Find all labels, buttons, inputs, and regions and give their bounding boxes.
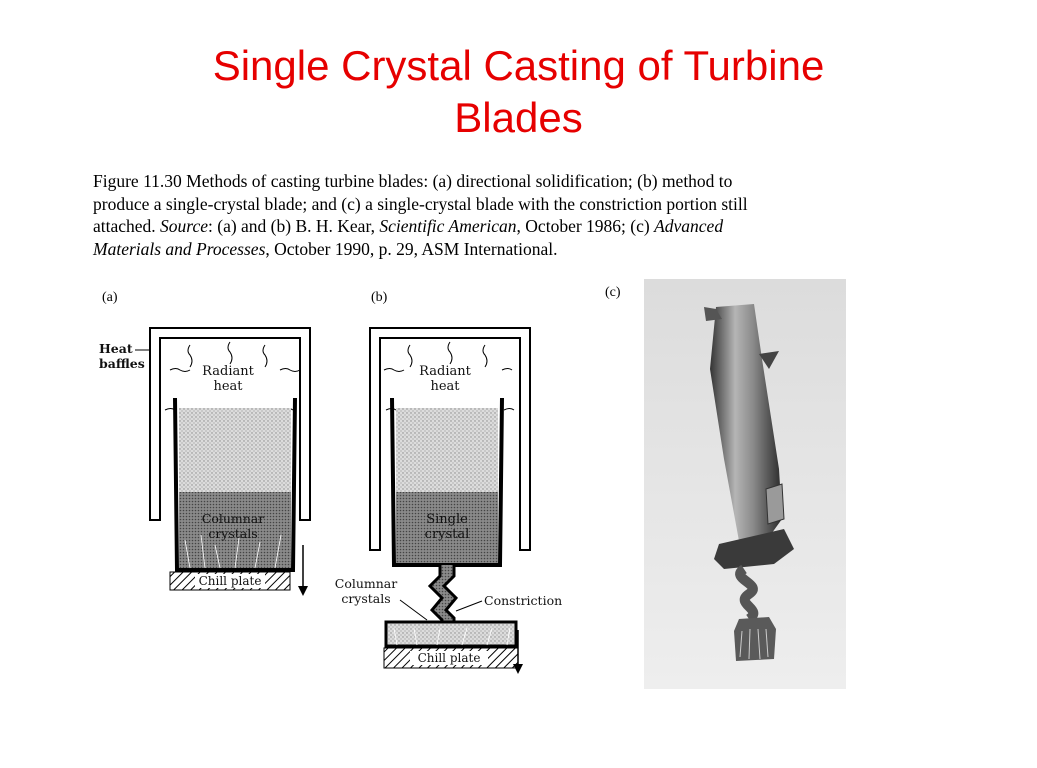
columnar-crystals-label: crystals [341,591,391,606]
chill-plate-label: Chill plate [417,651,481,665]
figure-b-label: (b) [371,290,388,305]
caption-journal: Scientific American [379,216,517,236]
figure-c-label: (c) [605,285,621,300]
caption-line-1: Figure 11.30 Methods of casting turbine blades: (a) directional solidification; (b) method to [93,171,733,191]
caption-text: , October 1990, p. 29, ASM International. [265,238,558,259]
radiant-heat-label: heat [213,379,243,394]
columnar-crystals-label: Columnar [201,511,265,526]
chill-plate-label: Chill plate [198,574,262,588]
heat-baffles-label: Heat [99,341,133,356]
caption-journal: Materials and Processes [93,238,266,259]
caption-text: , October 1986; (c) [516,216,655,236]
figure-caption [93,170,923,260]
single-crystal-label: crystal [424,527,470,542]
caption-text: : (a) and (b) B. H. Kear, [208,216,380,236]
constriction [430,565,456,622]
caption-line-3 [93,215,923,238]
columnar-crystals-label: Columnar [334,576,398,591]
caption-line-2: produce a single-crystal blade; and (c) a single-crystal blade with the constriction portion still [93,193,748,214]
radiant-heat-label: Radiant [202,364,254,379]
figure-b-diagram [334,320,582,680]
figure-a-diagram [95,320,315,600]
turbine-blade-photo [644,279,846,689]
title-line-2: Blades [454,94,583,141]
title-line-1: Single Crystal Casting of Turbine [212,42,825,89]
molten-metal [179,408,291,492]
caption-source-label: Source [160,216,208,236]
slide-title [0,40,1037,144]
heat-baffles-label: baffles [99,356,145,371]
radiant-heat-label: heat [430,379,460,394]
columnar-crystals-label: crystals [208,526,258,541]
figure-a-label: (a) [102,290,118,305]
constriction-label: Constriction [484,593,563,608]
caption-journal: Advanced [654,216,724,236]
caption-text: attached. [93,216,161,236]
radiant-heat-label: Radiant [419,364,471,379]
caption-line-4 [93,238,923,261]
single-crystal-label: Single [426,512,468,527]
